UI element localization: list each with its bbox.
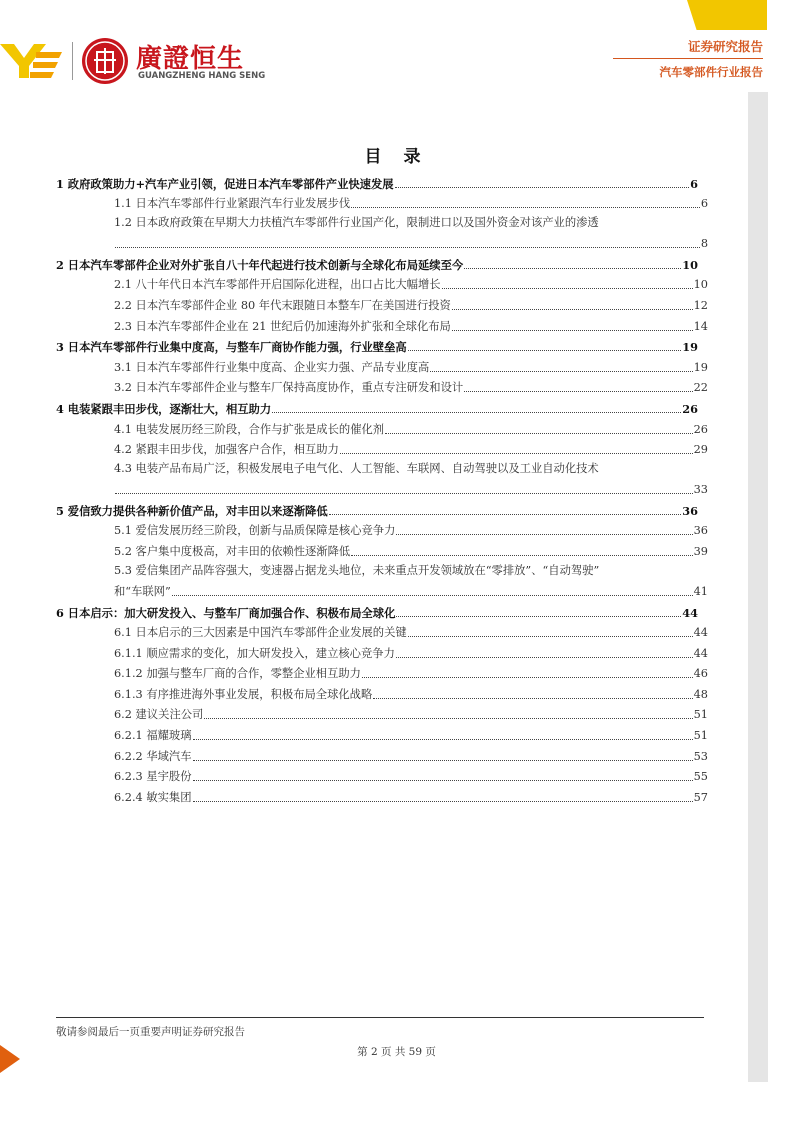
toc-leader-dots [115,493,693,494]
toc-section-entry[interactable] [56,681,708,702]
toc-page-number: 19 [682,340,698,355]
table-of-contents [56,170,708,805]
toc-page-number: 10 [682,257,698,272]
toc-page-number: 55 [693,770,708,784]
toc-leader-dots [172,595,693,596]
toc-chapter-entry[interactable] [56,251,708,272]
page-number: 第 2 页 共 59 页 [357,1046,436,1058]
toc-leader-dots [442,288,693,289]
header-gold-tab [687,0,767,30]
brand-name-cn: 廣證恒生 [136,44,245,74]
toc-leader-dots [396,657,693,658]
toc-page-number: 57 [693,790,708,804]
toc-chapter-entry[interactable] [56,334,708,355]
toc-leader-dots [329,514,682,515]
toc-chapter-entry[interactable] [56,497,708,518]
toc-entry-text: 4.1 电装发展历经三阶段，合作与扩张是成长的催化剂 [114,422,385,436]
toc-entry-text: 3.1 日本汽车零部件行业集中度高、企业实力强、产品专业度高 [114,360,430,374]
right-margin-bar [748,92,768,1082]
toc-entry-text: 1 政府政策助力+汽车产业引领，促进日本汽车零部件产业快速发展 [56,176,394,191]
toc-page-number: 36 [682,503,698,518]
toc-section-entry[interactable] [56,437,708,458]
toc-leader-dots [193,760,693,761]
toc-page-number: 6 [700,197,708,211]
toc-section-entry[interactable] [56,661,708,682]
toc-leader-dots [193,801,693,802]
footer-rule [56,1017,704,1018]
toc-section-entry[interactable] [56,640,708,661]
toc-section-entry[interactable] [56,375,708,396]
toc-leader-dots [204,718,692,719]
toc-page-number: 12 [693,298,708,312]
toc-section-entry[interactable] [56,559,708,599]
logo-divider [72,42,73,80]
toc-page-number: 33 [693,483,708,497]
toc-entry-text: 4 电装紧跟丰田步伐，逐渐壮大，相互助力 [56,401,272,416]
toc-entry-text: 6.1 日本启示的三大因素是中国汽车零部件企业发展的关键 [114,626,407,640]
toc-entry-text-continued: 和“车联网” [114,584,171,598]
toc-section-entry[interactable] [56,538,708,559]
toc-title: 目 录 [364,147,429,167]
toc-page-number: 8 [700,237,708,251]
toc-page-number: 26 [682,401,698,416]
toc-leader-dots [396,534,692,535]
toc-section-entry[interactable] [56,313,708,334]
toc-section-entry[interactable] [56,354,708,375]
toc-entry-text: 5.1 爱信发展历经三阶段，创新与品质保障是核心竞争力 [114,524,396,538]
toc-page-number: 22 [693,381,708,395]
toc-section-entry[interactable] [56,416,708,437]
toc-section-entry[interactable] [56,191,708,212]
toc-leader-dots [193,780,693,781]
toc-entry-text: 5.2 客户集中度极高，对丰田的依赖性逐渐降低 [114,544,351,558]
toc-leader-dots [193,739,693,740]
toc-chapter-entry[interactable] [56,170,708,191]
toc-leader-dots [430,371,692,372]
toc-leader-dots [452,309,693,310]
toc-leader-dots [395,187,690,188]
toc-entry-text: 6.1.3 有序推进海外事业发展，积极布局全球化战略 [114,687,373,701]
ye-logo-icon [0,38,62,82]
toc-leader-dots [396,616,681,617]
company-logo [0,38,266,88]
toc-section-entry[interactable] [56,518,708,539]
toc-page-number: 46 [693,667,708,681]
toc-page-number: 26 [693,422,708,436]
seal-icon [82,38,128,84]
toc-leader-dots [385,433,693,434]
toc-leader-dots [464,268,681,269]
toc-leader-dots [452,330,693,331]
toc-entry-text: 2.2 日本汽车零部件企业 80 年代末跟随日本整车厂在美国进行投资 [114,298,451,312]
toc-section-entry[interactable] [56,702,708,723]
toc-entry-text: 6.2.3 星宇股份 [114,770,192,784]
toc-leader-dots [351,555,692,556]
toc-page-number: 51 [693,708,708,722]
toc-entry-text: 2.3 日本汽车零部件企业在 21 世纪后仍加速海外扩张和全球化布局 [114,319,451,333]
toc-leader-dots [408,350,682,351]
toc-section-entry[interactable] [56,211,708,251]
toc-leader-dots [464,391,692,392]
toc-leader-dots [115,247,700,248]
toc-entry-text: 6.2 建议关注公司 [114,708,204,722]
toc-entry-text: 6.2.4 敏实集团 [114,790,192,804]
toc-entry-text: 4.3 电装产品布局广泛，积极发展电子电气化、人工智能、车联网、自动驾驶以及工业自动化技术 [114,462,599,476]
toc-page-number: 53 [693,749,708,763]
toc-chapter-entry[interactable] [56,599,708,620]
toc-page-number: 36 [693,524,708,538]
report-type: 证券研究报告 [687,39,763,54]
toc-entry-text: 3.2 日本汽车零部件企业与整车厂保持高度协作，重点专注研发和设计 [114,381,464,395]
brand-name-en: GUANGZHENG HANG SENG [138,71,266,81]
toc-entry-text: 2 日本汽车零部件企业对外扩张自八十年代起进行技术创新与全球化布局延续至今 [56,257,464,272]
toc-entry-text: 5.3 爱信集团产品阵容强大，变速器占据龙头地位，未来重点开发领域放在“零排放”、“自动驾驶” [114,563,600,577]
toc-entry-text: 6.2.1 福耀玻璃 [114,729,192,743]
toc-leader-dots [362,677,693,678]
toc-leader-dots [351,207,700,208]
toc-entry-text: 6 日本启示：加大研发投入、与整车厂商加强合作、积极布局全球化 [56,605,396,620]
toc-entry-text: 5 爱信致力提供各种新价值产品，对丰田以来逐渐降低 [56,503,328,518]
toc-entry-text: 1.2 日本政府政策在早期大力扶植汽车零部件行业国产化，限制进口以及国外资金对该产业的渗透 [114,216,599,230]
report-sector: 汽车零部件行业报告 [659,65,763,79]
toc-page-number: 51 [693,729,708,743]
toc-entry-text: 3 日本汽车零部件行业集中度高，与整车厂商协作能力强，行业壁垒高 [56,340,407,355]
toc-entry-text: 2.1 八十年代日本汽车零部件开启国际化进程，出口占比大幅增长 [114,278,441,292]
toc-section-entry[interactable] [56,292,708,313]
toc-section-entry[interactable] [56,764,708,785]
toc-page-number: 41 [693,584,708,598]
toc-leader-dots [340,453,693,454]
footer-note: 敬请参阅最后一页重要声明证券研究报告 [56,1026,245,1038]
toc-section-entry[interactable] [56,620,708,641]
toc-page-number: 39 [693,544,708,558]
toc-page-number: 19 [693,360,708,374]
toc-leader-dots [373,698,692,699]
toc-section-entry[interactable] [56,722,708,743]
report-header [613,37,763,80]
toc-section-entry[interactable] [56,743,708,764]
toc-page-number: 6 [690,176,698,191]
toc-page-number: 48 [693,687,708,701]
toc-page-number: 44 [693,646,708,660]
toc-leader-dots [272,412,681,413]
toc-section-entry[interactable] [56,784,708,805]
toc-entry-text: 1.1 日本汽车零部件行业紧跟汽车行业发展步伐 [114,197,351,211]
toc-section-entry[interactable] [56,272,708,293]
toc-page-number: 14 [693,319,708,333]
toc-chapter-entry[interactable] [56,395,708,416]
toc-page-number: 29 [693,443,708,457]
toc-leader-dots [408,636,693,637]
toc-entry-text: 6.2.2 华域汽车 [114,749,192,763]
toc-page-number: 44 [693,626,708,640]
toc-section-entry[interactable] [56,457,708,497]
toc-entry-text: 6.1.2 加强与整车厂商的合作，零整企业相互助力 [114,667,361,681]
toc-page-number: 10 [693,278,708,292]
toc-entry-text: 6.1.1 顺应需求的变化，加大研发投入，建立核心竞争力 [114,646,395,660]
toc-entry-text: 4.2 紧跟丰田步伐，加强客户合作，相互助力 [114,443,339,457]
toc-page-number: 44 [682,605,698,620]
